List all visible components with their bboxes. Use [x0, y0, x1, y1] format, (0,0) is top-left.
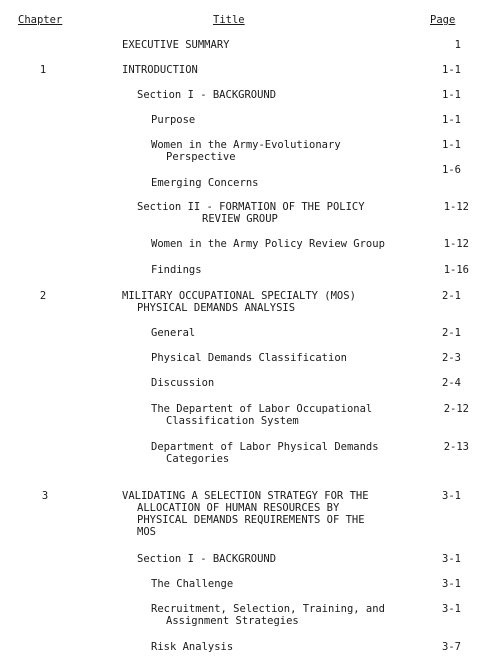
toc-entry-title: Discussion [151, 377, 215, 389]
toc-entry-title: Emerging Concerns [151, 177, 259, 189]
toc-entry-title: The Departent of Labor Occupational [151, 403, 373, 415]
toc-entry-title: Findings [151, 264, 202, 276]
toc-entry-page: 1-6 [442, 164, 461, 176]
toc-entry-title: Department of Labor Physical Demands [151, 441, 379, 453]
toc-entry-page: 3-7 [442, 641, 461, 653]
toc-entry-title-continued: PHYSICAL DEMANDS REQUIREMENTS OF THE [137, 514, 365, 526]
toc-entry-page: 1-1 [442, 64, 461, 76]
toc-entry-page: 2-1 [442, 327, 461, 339]
toc-entry-page: 1-1 [442, 89, 461, 101]
toc-entry-page: 1-12 [443, 238, 469, 250]
toc-entry-page: 1-1 [442, 114, 461, 126]
toc-chapter-number: 2 [39, 290, 47, 302]
toc-entry-page: 3-1 [442, 553, 461, 565]
toc-entry-title: The Challenge [151, 578, 234, 590]
toc-entry-title-continued: Assignment Strategies [166, 615, 299, 627]
toc-entry-page: 1-16 [443, 264, 469, 276]
toc-entry-page: 2-3 [442, 352, 461, 364]
toc-entry-title: Section II - FORMATION OF THE POLICY [137, 201, 365, 213]
chapter-column-header: Chapter [18, 14, 63, 26]
toc-entry-page: 3-1 [442, 603, 461, 615]
toc-entry-title-continued: PHYSICAL DEMANDS ANALYSIS [137, 302, 296, 314]
toc-entry-title: EXECUTIVE SUMMARY [122, 39, 230, 51]
toc-entry-page: 1 [454, 39, 461, 51]
toc-entry-title-continued: ALLOCATION OF HUMAN RESOURCES BY [137, 502, 340, 514]
toc-entry-page: 1-1 [442, 139, 461, 151]
toc-entry-title-continued: Categories [166, 453, 230, 465]
toc-entry-title: Section I - BACKGROUND [137, 553, 277, 565]
toc-entry-page: 2-13 [443, 441, 469, 453]
toc-entry-title: Women in the Army-Evolutionary [151, 139, 341, 151]
toc-entry-page: 3-1 [442, 578, 461, 590]
toc-entry-title: General [151, 327, 196, 339]
title-column-header: Title [213, 14, 245, 26]
toc-entry-title: VALIDATING A SELECTION STRATEGY FOR THE [122, 490, 369, 502]
toc-entry-title: MILITARY OCCUPATIONAL SPECIALTY (MOS) [122, 290, 356, 302]
toc-entry-title: Women in the Army Policy Review Group [151, 238, 385, 250]
toc-entry-title-continued: Classification System [166, 415, 299, 427]
toc-entry-title: Recruitment, Selection, Training, and [151, 603, 385, 615]
toc-entry-title: Purpose [151, 114, 196, 126]
toc-entry-title-continued: Perspective [166, 151, 236, 163]
toc-entry-page: 1-12 [443, 201, 469, 213]
page-column-header: Page [430, 14, 456, 26]
toc-entry-page: 2-4 [442, 377, 461, 389]
toc-entry-title-continued: REVIEW GROUP [202, 213, 278, 225]
toc-entry-title: Physical Demands Classification [151, 352, 347, 364]
toc-entry-title: Risk Analysis [151, 641, 234, 653]
toc-entry-page: 3-1 [442, 490, 461, 502]
toc-chapter-number: 3 [41, 490, 49, 502]
toc-chapter-number: 1 [39, 64, 47, 76]
toc-entry-title: Section I - BACKGROUND [137, 89, 277, 101]
toc-entry-page: 2-1 [442, 290, 461, 302]
toc-entry-page: 2-12 [443, 403, 469, 415]
toc-entry-title: INTRODUCTION [122, 64, 198, 76]
toc-entry-title-continued: MOS [137, 526, 156, 538]
